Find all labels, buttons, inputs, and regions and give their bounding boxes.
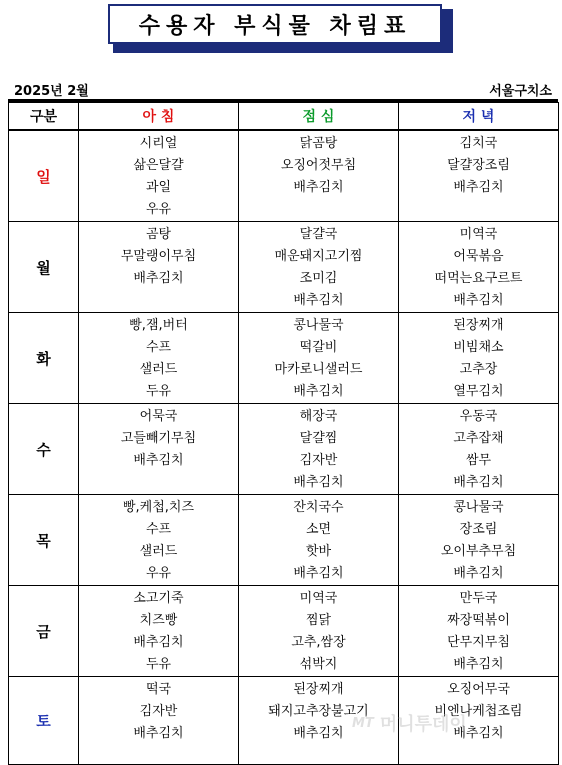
menu-item: 수프 — [145, 522, 172, 537]
lunch-cell — [239, 586, 399, 677]
day-row — [9, 130, 559, 222]
menu-item: 오징어무국 — [447, 682, 510, 697]
menu-item: 돼지고추장불고기 — [268, 704, 369, 719]
day-row — [9, 222, 559, 313]
menu-item: 배추김치 — [133, 635, 184, 650]
menu-item: 수프 — [145, 340, 172, 355]
menu-item: 두유 — [145, 657, 172, 672]
menu-item: 비빔채소 — [453, 340, 504, 355]
menu-item: 달걀국 — [299, 227, 338, 242]
day-row — [9, 586, 559, 677]
menu-item: 삶은달걀 — [133, 158, 184, 173]
dinner-cell — [399, 495, 559, 586]
watermark-mark: MT — [352, 715, 374, 731]
dinner-cell — [399, 586, 559, 677]
day-row — [9, 313, 559, 404]
institution-label: 서울구치소 — [489, 84, 552, 99]
menu-item: 배추김치 — [133, 726, 184, 741]
menu-item: 고추,쌈장 — [291, 635, 346, 650]
menu-item: 고추잡채 — [453, 431, 504, 446]
menu-item: 콩나물국 — [453, 500, 504, 515]
menu-item: 배추김치 — [133, 453, 184, 468]
menu-item: 잔치국수 — [293, 500, 344, 515]
lunch-cell — [239, 222, 399, 313]
day-label: 금 — [9, 586, 79, 677]
breakfast-cell — [79, 313, 239, 404]
header-dinner: 저 녁 — [399, 103, 559, 131]
dinner-cell — [399, 222, 559, 313]
menu-item: 배추김치 — [293, 726, 344, 741]
menu-item: 배추김치 — [293, 293, 344, 308]
header-lunch: 점 심 — [239, 103, 399, 131]
menu-item: 장조림 — [459, 522, 498, 537]
menu-item: 배추김치 — [453, 293, 504, 308]
menu-item: 된장찌개 — [293, 682, 344, 697]
menu-item: 달걀찜 — [299, 431, 338, 446]
menu-item: 배추김치 — [453, 475, 504, 490]
menu-item: 샐러드 — [139, 362, 178, 377]
menu-item: 과일 — [145, 180, 172, 195]
menu-item: 된장찌개 — [453, 318, 504, 333]
menu-item: 해장국 — [299, 409, 338, 424]
menu-item: 배추김치 — [293, 566, 344, 581]
lunch-cell — [239, 495, 399, 586]
menu-item: 오이부추무침 — [440, 544, 517, 559]
lunch-cell — [239, 313, 399, 404]
menu-item: 짜장떡볶이 — [447, 613, 510, 628]
menu-item: 소면 — [305, 522, 332, 537]
breakfast-cell — [79, 222, 239, 313]
day-label: 일 — [9, 130, 79, 222]
day-label: 월 — [9, 222, 79, 313]
menu-item: 김자반 — [299, 453, 338, 468]
menu-item: 배추김치 — [453, 566, 504, 581]
menu-item: 배추김치 — [133, 271, 184, 286]
dinner-cell — [399, 130, 559, 222]
menu-item: 빵,잼,버터 — [129, 318, 188, 333]
day-label: 목 — [9, 495, 79, 586]
day-row — [9, 677, 559, 765]
menu-item: 김자반 — [139, 704, 178, 719]
menu-item: 곰탕 — [145, 227, 172, 242]
menu-item: 찜닭 — [305, 613, 332, 628]
menu-item: 어묵볶음 — [453, 249, 504, 264]
menu-item: 김치국 — [459, 136, 498, 151]
menu-item: 배추김치 — [293, 180, 344, 195]
menu-item: 어묵국 — [139, 409, 178, 424]
watermark-text: 머니투데이 — [379, 714, 467, 735]
day-row — [9, 495, 559, 586]
menu-item: 치즈빵 — [139, 613, 178, 628]
lunch-cell — [239, 130, 399, 222]
menu-body — [9, 130, 559, 765]
menu-item: 미역국 — [299, 591, 338, 606]
menu-item: 우유 — [145, 566, 172, 581]
menu-item: 떡갈비 — [299, 340, 338, 355]
day-label: 토 — [9, 677, 79, 765]
lunch-cell — [239, 404, 399, 495]
breakfast-cell — [79, 130, 239, 222]
menu-item: 배추김치 — [293, 475, 344, 490]
menu-item: 두유 — [145, 384, 172, 399]
menu-item: 매운돼지고기찜 — [274, 249, 363, 264]
lunch-cell — [239, 677, 399, 765]
breakfast-cell — [79, 495, 239, 586]
menu-item: 배추김치 — [293, 384, 344, 399]
page-title: 수용자 부식물 차림표 — [108, 4, 442, 44]
menu-item: 빵,케첩,치즈 — [122, 500, 195, 515]
menu-item: 배추김치 — [453, 180, 504, 195]
menu-item: 핫바 — [305, 544, 332, 559]
menu-item: 배추김치 — [453, 726, 504, 741]
menu-item: 우동국 — [459, 409, 498, 424]
menu-item: 쌈무 — [465, 453, 492, 468]
breakfast-cell — [79, 586, 239, 677]
breakfast-cell — [79, 677, 239, 765]
menu-item: 닭곰탕 — [299, 136, 338, 151]
menu-item: 소고기죽 — [133, 591, 184, 606]
menu-item: 배추김치 — [453, 657, 504, 672]
menu-item: 우유 — [145, 202, 172, 217]
period-label: 2025년 2월 — [14, 84, 89, 99]
menu-item: 샐러드 — [139, 544, 178, 559]
header-breakfast: 아 침 — [79, 103, 239, 131]
menu-item: 떡국 — [145, 682, 172, 697]
menu-item: 미역국 — [459, 227, 498, 242]
dinner-cell — [399, 677, 559, 765]
menu-item: 콩나물국 — [293, 318, 344, 333]
day-label: 화 — [9, 313, 79, 404]
menu-item: 오징어젓무침 — [280, 158, 357, 173]
menu-item: 달걀장조림 — [447, 158, 510, 173]
header-division: 구분 — [9, 103, 79, 131]
day-row — [9, 404, 559, 495]
menu-item: 마카로니샐러드 — [274, 362, 363, 377]
menu-item: 조미김 — [299, 271, 338, 286]
day-label: 수 — [9, 404, 79, 495]
dinner-cell — [399, 313, 559, 404]
menu-item: 만두국 — [459, 591, 498, 606]
menu-item: 고들빼기무침 — [120, 431, 197, 446]
menu-item: 떠먹는요구르트 — [434, 271, 523, 286]
menu-table — [8, 102, 559, 765]
breakfast-cell — [79, 404, 239, 495]
menu-item: 비엔나케첩조림 — [434, 704, 523, 719]
header-row — [9, 103, 559, 131]
dinner-cell — [399, 404, 559, 495]
menu-item: 고추장 — [459, 362, 498, 377]
menu-item: 열무김치 — [453, 384, 504, 399]
menu-item: 무말랭이무침 — [120, 249, 197, 264]
menu-item: 단무지무침 — [447, 635, 510, 650]
menu-item: 섞박지 — [299, 657, 338, 672]
menu-item: 시리얼 — [139, 136, 178, 151]
